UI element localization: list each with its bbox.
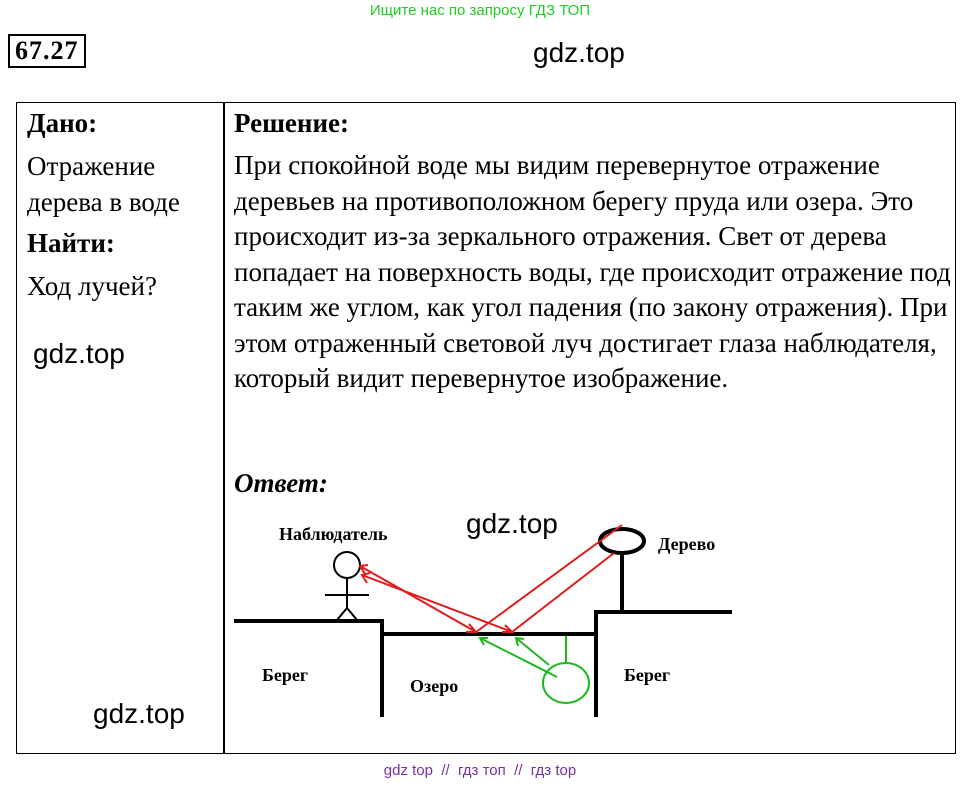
lake-label: Озеро xyxy=(410,676,459,696)
tree-label: Дерево xyxy=(658,534,716,554)
solution-heading: Решение: xyxy=(234,108,349,138)
observer-leg-right xyxy=(347,608,357,620)
reflected-tree-image xyxy=(480,636,589,703)
reflection-diagram xyxy=(224,505,744,745)
bank-left-label: Берег xyxy=(262,665,309,685)
watermark-mid: gdz.top xyxy=(33,338,125,369)
watermark-top: gdz.top xyxy=(533,37,625,68)
top-search-link[interactable]: Ищите нас по запросу ГДЗ ТОП xyxy=(369,2,591,19)
observer-label: Наблюдатель xyxy=(279,524,388,544)
answer-heading: Ответ: xyxy=(234,468,328,498)
tree-crown xyxy=(600,529,644,553)
given-heading: Дано: xyxy=(27,108,98,138)
bank-right-label: Берег xyxy=(624,665,671,685)
observer-head xyxy=(334,552,360,578)
task-number: 67.27 xyxy=(8,34,86,68)
observer-leg-left xyxy=(337,608,347,620)
find-heading: Найти: xyxy=(27,228,115,258)
watermark-bottom: gdz.top xyxy=(93,698,185,729)
find-text: Ход лучей? xyxy=(27,271,157,301)
solution-text: При спокойной воде мы видим перевернутое отражение деревьев на противоположном берегу пруда или озера. Это происходит из-за зеркального отражения. Свет от дерева попадает на поверхность воды, где происходит отражение под таким же углом, как угол падения (по закону отражения). При этом отраженный световой луч достигает глаза наблюдателя, который видит перевернутое изображение. xyxy=(234,150,951,393)
diagram-watermark: gdz.top xyxy=(466,508,558,539)
given-text: Отражение дерева в воде xyxy=(27,151,180,217)
light-rays xyxy=(360,525,622,632)
footer-links[interactable]: gdz top // гдз топ // гдз top xyxy=(383,762,577,779)
